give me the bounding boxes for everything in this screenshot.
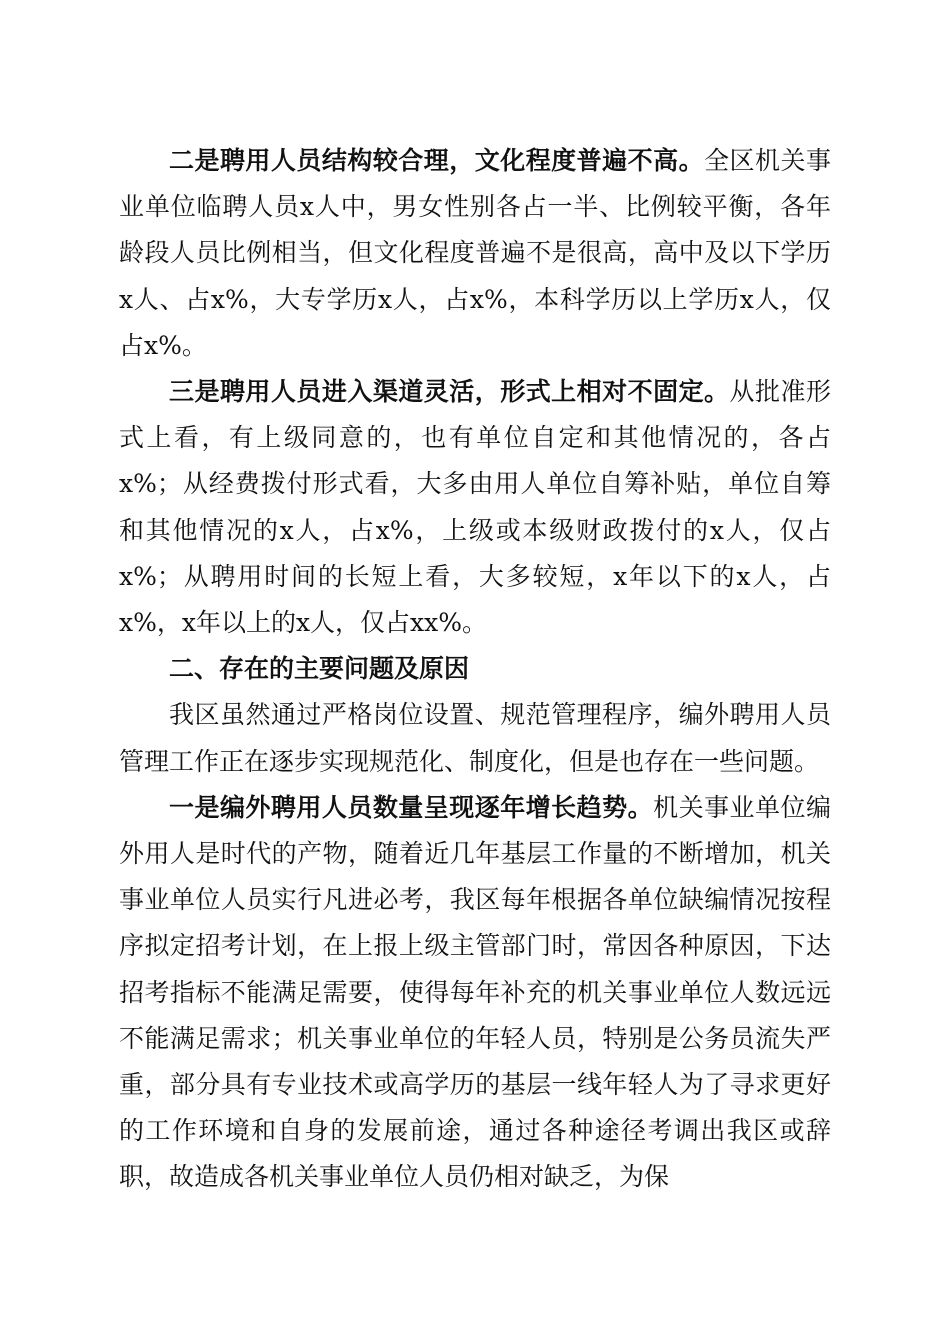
paragraph-lead: 一是编外聘用人员数量呈现逐年增长趋势。 (169, 792, 654, 822)
section-heading: 二、存在的主要问题及原因 (169, 654, 470, 684)
paragraph-intro: 我区虽然通过严格岗位设置、规范管理程序，编外聘用人员管理工作正在逐步实现规范化、制度化，但是也存在一些问题。 (119, 700, 831, 776)
document-body (119, 138, 831, 1201)
paragraph-channels (119, 369, 831, 646)
paragraph-text: 全区机关事业单位临聘人员x人中，男女性别各占一半、比例较平衡，各年龄段人员比例相当，但文化程度普遍不是很高，高中及以下学历x人、占x%，大专学历x人，占x%，本科学历以上学历x人，仅占x%。 (119, 146, 831, 360)
paragraph-structure (119, 138, 831, 369)
paragraph-text: 从批准形式上看，有上级同意的，也有单位自定和其他情况的，各占x%；从经费拨付形式看，大多由用人单位自筹补贴，单位自筹和其他情况的x人，占x%，上级或本级财政拨付的x人，仅占x%；从聘用时间的长短上看，大多较短，x年以下的x人，占x%，x年以上的x人，仅占xx%。 (119, 377, 831, 638)
paragraph-point-one (119, 785, 831, 1201)
paragraph-lead: 二是聘用人员结构较合理，文化程度普遍不高。 (169, 146, 705, 175)
paragraph-lead: 三是聘用人员进入渠道灵活，形式上相对不固定。 (169, 377, 730, 407)
paragraph-text: 机关事业单位编外用人是时代的产物，随着近几年基层工作量的不断增加，机关事业单位人员实行凡进必考，我区每年根据各单位缺编情况按程序拟定招考计划，在上报上级主管部门时，常因各种原因，下达招考指标不能满足需要，使得每年补充的机关事业单位人数远远不能满足需求；机关事业单位的年轻人员，特别是公务员流失严重，部分具有专业技术或高学历的基层一线年轻人为了寻求更好的工作环境和自身的发展前途，通过各种途径考调出我区或辞职，故造成各机关事业单位人员仍相对缺乏，为保 (119, 792, 831, 1192)
